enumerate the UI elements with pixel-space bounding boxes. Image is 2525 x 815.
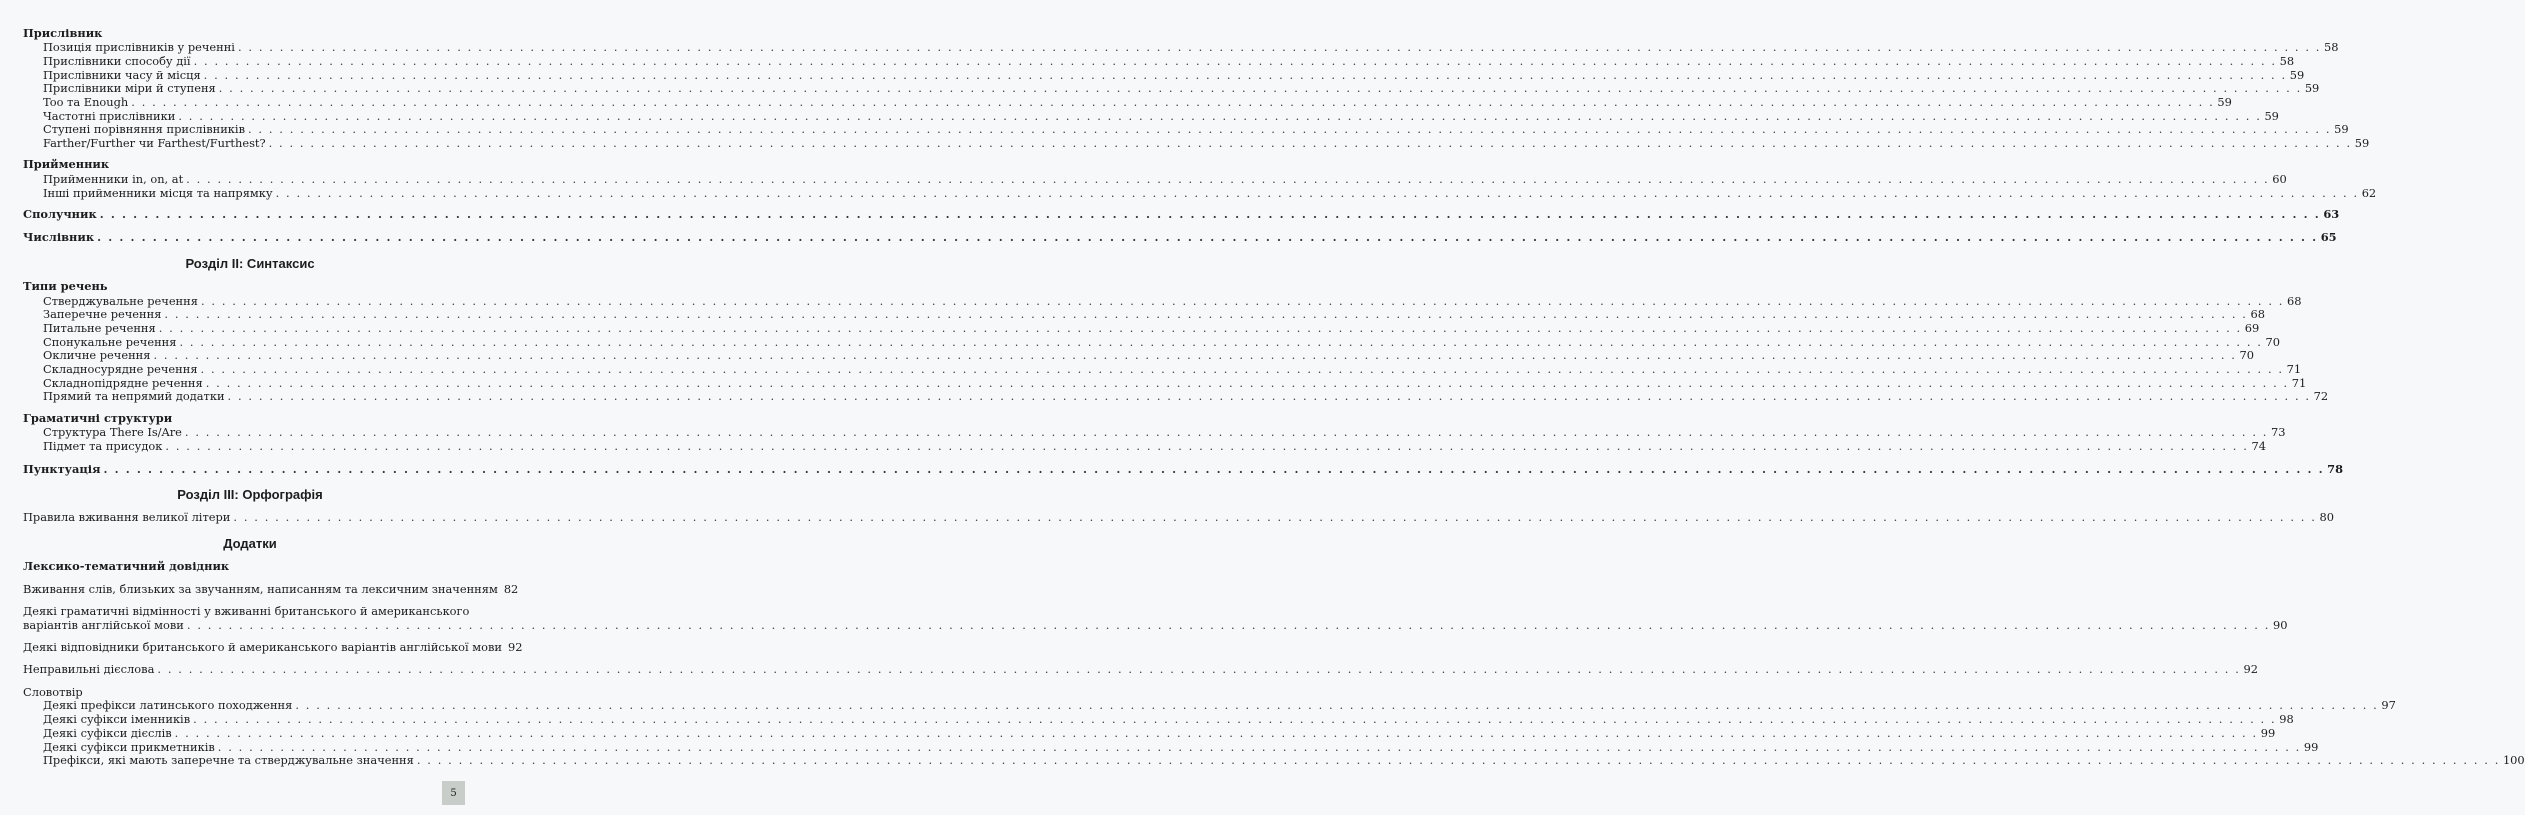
dot-leader: . . . . . . . . . . . . . . . . . . . . . . . . . . . . . . . . . . . . . . . . . . . . . . . . . . . . . . . . . . . . . . . . . . . . . . . . . . . . . . . . . . . . . . . . . . . . . . . . . . . . . . . . . . . . . . . . . . . . . . . . . . . . . . . . . . . . . . . . . . . . . . . . . . . . . . . . . . . . . . . . . . . . . . . . . . . . . . . . . . . . . . . . . . . . . . . . . . . . . . . . (164, 307, 2248, 321)
toc-text: Словотвір (23, 685, 83, 699)
dot-leader: . . . . . . . . . . . . . . . . . . . . . . . . . . . . . . . . . . . . . . . . . . . . . . . . . . . . . . . . . . . . . . . . . . . . . . . . . . . . . . . . . . . . . . . . . . . . . . . . . . . . . . . . . . . . . . . . . . . . . . . . . . . . . . . . . . . . . . . . . . . . . . . . . . . . . . . . . . . . . . . . . . . . . . . . . . . . . . . . . . . . . . . . . . . . . . . . . . . . . . . . (227, 389, 2311, 403)
toc-entry-label: Інші прийменники місця та напрямку (43, 186, 273, 200)
dot-leader: . . . . . . . . . . . . . . . . . . . . . . . . . . . . . . . . . . . . . . . . . . . . . . . . . . . . . . . . . . . . . . . . . . . . . . . . . . . . . . . . . . . . . . . . . . . . . . . . . . . . . . . . . . . . . . . . . . . . . . . . . . . . . . . . . . . . . . . . . . . . . . . . . . . . . . . . . . . . . . . . . . . . . . . . . . . . . . . . . . . . . . . . . . . . . . . . . . . . . . . . (186, 618, 2270, 632)
toc-entry-label: Вживання слів, близьких за звучанням, написанням та лексичним значенням (23, 582, 498, 596)
dot-leader: . . . . . . . . . . . . . . . . . . . . . . . . . . . . . . . . . . . . . . . . . . . . . . . . . . . . . . . . . . . . . . . . . . . . . . . . . . . . . . . . . . . . . . . . . . . . . . . . . . . . . . . . . . . . . . . . . . . . . . . . . . . . . . . . . . . . . . . . . . . . . . . . . . . . . . . . . . . . . . . . . . . . . . . . . . . . . . . . . . . . . . . . . . . . . . . . . . . . . . . . (217, 740, 2301, 754)
section-title: Додатки (223, 536, 277, 551)
toc-entry-page: 99 (2260, 726, 2276, 740)
toc-entry[interactable] (43, 54, 2295, 68)
toc-entry-label: Деякі відповідники британського й американського варіантів англійської мови (23, 640, 502, 654)
toc-entry[interactable] (43, 136, 2370, 150)
toc-entry-page: 71 (2286, 362, 2302, 376)
dot-leader: . . . . . . . . . . . . . . . . . . . . . . . . . . . . . . . . . . . . . . . . . . . . . . . . . . . . . . . . . . . . . . . . . . . . . . . . . . . . . . . . . . . . . . . . . . . . . . . . . . . . . . . . . . . . . . . . . . . . . . . . . . . . . . . . . . . . . . . . . . . . . . . . . . . . . . . . . . . . . . . . . . . . . . . . . . . . . . . . . . . . . . . . . . . . . . . . . . . . . . . . (233, 510, 2317, 524)
toc-entry-label: Прислівники часу й місця (43, 68, 201, 82)
dot-leader: . . . . . . . . . . . . . . . . . . . . . . . . . . . . . . . . . . . . . . . . . . . . . . . . . . . . . . . . . . . . . . . . . . . . . . . . . . . . . . . . . . . . . . . . . . . . . . . . . . . . . . . . . . . . . . . . . . . . . . . . . . . . . . . . . . . . . . . . . . . . . . . . . . . . . . . . . . . . . . . . . . . . . . . . . . . . . . . . . . . . . . . . . . . . . . . . . . . . . . . . (131, 95, 2215, 109)
dot-leader: . . . . . . . . . . . . . . . . . . . . . . . . . . . . . . . . . . . . . . . . . . . . . . . . . . . . . . . . . . . . . . . . . . . . . . . . . . . . . . . . . . . . . . . . . . . . . . . . . . . . . . . . . . . . . . . . . . . . . . . . . . . . . . . . . . . . . . . . . . . . . . . . . . . . . . . . . . . . . . . . . . . . . . . . . . . . . . . . . . . . . . . . . . . . . . . . . . . . . . . . (218, 81, 2302, 95)
toc-entry-page: 59 (2304, 81, 2320, 95)
toc-entry-page: 58 (2279, 54, 2295, 68)
dot-leader: . . . . . . . . . . . . . . . . . . . . . . . . . . . . . . . . . . . . . . . . . . . . . . . . . . . . . . . . . . . . . . . . . . . . . . . . . . . . . . . . . . . . . . . . . . . . . . . . . . . . . . . . . . . . . . . . . . . . . . . . . . . . . . . . . . . . . . . . . . . . . . . . . . . . . . . . . . . . . . . . . . . . . . . . . . . . . . . . . . . . . . . . . . . . . . . . . . . . . . . . (186, 172, 2270, 186)
toc-entry[interactable] (43, 172, 2287, 186)
dot-leader: . . . . . . . . . . . . . . . . . . . . . . . . . . . . . . . . . . . . . . . . . . . . . . . . . . . . . . . . . . . . . . . . . . . . . . . . . . . . . . . . . . . . . . . . . . . . . . . . . . . . . . . . . . . . . . . . . . . . . . . . . . . . . . . . . . . . . . . . . . . . . . . . . . . . . . . . . . . . . . . . . . . . . . . . . . . . . . . . . . . . . . . . . . . . . . . . . . . . . . . . (237, 40, 2322, 54)
toc-entry-label: Ступені порівняння прислівників (43, 122, 245, 136)
toc-entry-label: Частотні прислівники (43, 109, 176, 123)
toc-entry-page: 60 (2272, 172, 2287, 186)
toc-entry-page: 59 (2334, 122, 2349, 136)
dot-leader: . . . . . . . . . . . . . . . . . . . . . . . . . . . . . . . . . . . . . . . . . . . . . . . . . . . . . . . . . . . . . . . . . . . . . . . . . . . . . . . . . . . . . . . . . . . . . . . . . . . . . . . . . . . . . . . . . . . . . . . . . . . . . . . . . . . . . . . . . . . . . . . . . . . . . . . . . . . . . . . . . . . . . . . . . . . . . . . . . . . . . . . . . . . . . . . . . . . . . . . . (97, 230, 2318, 244)
toc-entry-label: Деякі суфікси прикметників (43, 740, 215, 754)
toc-entry-label: Підмет та присудок (43, 439, 163, 453)
toc-entry[interactable] (43, 439, 2266, 453)
dot-leader: . . . . . . . . . . . . . . . . . . . . . . . . . . . . . . . . . . . . . . . . . . . . . . . . . . . . . . . . . . . . . . . . . . . . . . . . . . . . . . . . . . . . . . . . . . . . . . . . . . . . . . . . . . . . . . . . . . . . . . . . . . . . . . . . . . . . . . . . . . . . . . . . . . . . . . . . . . . . . . . . . . . . . . . . . . . . . . . . . . . . . . . . . . . . . . . . . . . . . . . . (193, 712, 2277, 726)
dot-leader: . . . . . . . . . . . . . . . . . . . . . . . . . . . . . . . . . . . . . . . . . . . . . . . . . . . . . . . . . . . . . . . . . . . . . . . . . . . . . . . . . . . . . . . . . . . . . . . . . . . . . . . . . . . . . . . . . . . . . . . . . . . . . . . . . . . . . . . . . . . . . . . . . . . . . . . . . . . . . . . . . . . . . . . . . . . . . . . . . . . . . . . . . . . . . . . . . . . . . . . . (268, 136, 2352, 150)
toc-entry[interactable] (43, 68, 2305, 82)
toc-entry-label: Деякі префікси латинського походження (43, 698, 293, 712)
toc-entry[interactable] (43, 425, 2286, 439)
toc-entry-page: 80 (2319, 510, 2334, 524)
section-title: Розділ II: Синтаксис (185, 256, 315, 271)
toc-entry[interactable] (43, 40, 2339, 54)
toc-entry[interactable] (43, 81, 2320, 95)
dot-leader: . . . . . . . . . . . . . . . . . . . . . . . . . . . . . . . . . . . . . . . . . . . . . . . . . . . . . . . . . . . . . . . . . . . . . . . . . . . . . . . . . . . . . . . . . . . . . . . . . . . . . . . . . . . . . . . . . . . . . . . . . . . . . . . . . . . . . . . . . . . . . . . . . . . . . . . . . . . . . . . . . . . . . . . . . . . . . . . . . . . . . . . . . . . . . . . . . . . . . . . . (153, 348, 2237, 362)
toc-entry[interactable] (23, 510, 2334, 524)
dot-leader: . . . . . . . . . . . . . . . . . . . . . . . . . . . . . . . . . . . . . . . . . . . . . . . . . . . . . . . . . . . . . . . . . . . . . . . . . . . . . . . . . . . . . . . . . . . . . . . . . . . . . . . . . . . . . . . . . . . . . . . . . . . . . . . . . . . . . . . . . . . . . . . . . . . . . . . . . . . . . . . . . . . . . . . . . . . . . . . . . . . . . . . . . . . . . . . . . . . . . . . . (247, 122, 2332, 136)
dot-leader: . . . . . . . . . . . . . . . . . . . . . . . . . . . . . . . . . . . . . . . . . . . . . . . . . . . . . . . . . . . . . . . . . . . . . . . . . . . . . . . . . . . . . . . . . . . . . . . . . . . . . . . . . . . . . . . . . . . . . . . . . . . . . . . . . . . . . . . . . . . . . . . . . . . . . . . . . . . . . . . . . . . . . . . . . . . . . . . . . . . . . . . . . . . . . . . . . . . . . . . . (103, 462, 2325, 476)
toc-entry-label: Farther/Further чи Farthest/Furthest? (43, 136, 266, 150)
page-number-box (442, 781, 465, 805)
dot-leader: . . . . . . . . . . . . . . . . . . . . . . . . . . . . . . . . . . . . . . . . . . . . . . . . . . . . . . . . . . . . . . . . . . . . . . . . . . . . . . . . . . . . . . . . . . . . . . . . . . . . . . . . . . . . . . . . . . . . . . . . . . . . . . . . . . . . . . . . . . . . . . . . . . . . . . . . . . . . . . . . . . . . . . . . . . . . . . . . . . . . . . . . . . . . . . . . . . . . . . . . (200, 294, 2285, 308)
toc-entry-page: 58 (2324, 40, 2339, 54)
toc-entry-page: 82 (503, 582, 519, 596)
toc-entry[interactable] (23, 207, 2340, 221)
toc-entry-page: 70 (2239, 348, 2255, 362)
toc-entry[interactable] (43, 294, 2302, 308)
toc-entry[interactable] (23, 230, 2337, 244)
toc-entry-page: 78 (2327, 462, 2344, 476)
dot-leader: . . . . . . . . . . . . . . . . . . . . . . . . . . . . . . . . . . . . . . . . . . . . . . . . . . . . . . . . . . . . . . . . . . . . . . . . . . . . . . . . . . . . . . . . . . . . . . . . . . . . . . . . . . . . . . . . . . . . . . . . . . . . . . . . . . . . . . . . . . . . . . . . . . . . . . . . . . . . . . . . . . . . . . . . . . . . . . . . . . . . . . . . . . . . . . . . . . . . . . . . (416, 753, 2500, 767)
toc-entry-label: Префікси, які мають заперечне та стверджувальне значення (43, 753, 414, 767)
toc-entry[interactable] (43, 740, 2319, 754)
toc-heading: Прийменник (23, 157, 110, 171)
toc-entry-label: Складнопідрядне речення (43, 376, 203, 390)
dot-leader: . . . . . . . . . . . . . . . . . . . . . . . . . . . . . . . . . . . . . . . . . . . . . . . . . . . . . . . . . . . . . . . . . . . . . . . . . . . . . . . . . . . . . . . . . . . . . . . . . . . . . . . . . . . . . . . . . . . . . . . . . . . . . . . . . . . . . . . . . . . . . . . . . . . . . . . . . . . . . . . . . . . . . . . . . . . . . . . . . . . . . . . . . . . . . . . . . . . . . . . . (205, 376, 2289, 390)
toc-entry-label: Деякі суфікси дієслів (43, 726, 172, 740)
page-number: 5 (450, 787, 457, 799)
toc-entry-page: 59 (2354, 136, 2370, 150)
toc-entry-page: 92 (2243, 662, 2258, 676)
toc-entry[interactable] (23, 640, 523, 654)
toc-entry[interactable] (43, 712, 2294, 726)
toc-entry[interactable] (23, 618, 2288, 632)
toc-entry[interactable] (23, 662, 2258, 676)
toc-entry[interactable] (43, 186, 2377, 200)
toc-entry[interactable] (43, 726, 2276, 740)
toc-heading: Лексико-тематичний довідник (23, 559, 230, 573)
toc-entry-page: 70 (2265, 335, 2281, 349)
dot-leader: . . . . . . . . . . . . . . . . . . . . . . . . . . . . . . . . . . . . . . . . . . . . . . . . . . . . . . . . . . . . . . . . . . . . . . . . . . . . . . . . . . . . . . . . . . . . . . . . . . . . . . . . . . . . . . . . . . . . . . . . . . . . . . . . . . . . . . . . . . . . . . . . . . . . . . . . . . . . . . . . . . . . . . . . . . . . . . . . . . . . . . . . . . . . . . . . . . . . . . . . (200, 362, 2284, 376)
toc-entry-label: Заперечне речення (43, 307, 162, 321)
toc-entry[interactable] (43, 109, 2279, 123)
toc-entry-page: 62 (2361, 186, 2377, 200)
toc-entry[interactable] (43, 389, 2329, 403)
toc-entry-label: Сполучник (23, 207, 97, 221)
toc-heading: Типи речень (23, 279, 108, 293)
toc-heading: Граматичні структури (23, 411, 173, 425)
toc-entry-page: 68 (2250, 307, 2266, 321)
toc-entry-page: 72 (2313, 389, 2329, 403)
toc-entry-label: Правила вживання великої літери (23, 510, 231, 524)
toc-entry[interactable] (43, 122, 2349, 136)
toc-entry[interactable] (43, 321, 2260, 335)
toc-entry[interactable] (23, 462, 2344, 476)
toc-entry-label: Прийменники in, on, at (43, 172, 184, 186)
toc-entry-page: 74 (2251, 439, 2266, 453)
toc-text: Деякі граматичні відмінності у вживанні британського й американського (23, 604, 470, 618)
toc-entry-page: 90 (2272, 618, 2288, 632)
toc-entry-label: Too та Enough (43, 95, 129, 109)
toc-entry-label: Питальне речення (43, 321, 156, 335)
toc-entry-page: 68 (2287, 294, 2302, 308)
toc-entry-label: Позиція прислівників у реченні (43, 40, 235, 54)
toc-entry-label: Структура There Is/Are (43, 425, 182, 439)
toc-entry-page: 59 (2217, 95, 2232, 109)
toc-entry[interactable] (43, 95, 2232, 109)
toc-entry[interactable] (43, 335, 2281, 349)
toc-entry-page: 71 (2291, 376, 2307, 390)
dot-leader: . . . . . . . . . . . . . . . . . . . . . . . . . . . . . . . . . . . . . . . . . . . . . . . . . . . . . . . . . . . . . . . . . . . . . . . . . . . . . . . . . . . . . . . . . . . . . . . . . . . . . . . . . . . . . . . . . . . . . . . . . . . . . . . . . . . . . . . . . . . . . . . . . . . . . . . . . . . . . . . . . . . . . . . . . . . . . . . . . . . . . . . . . . . . . . . . . . . . . . . . (295, 698, 2379, 712)
toc-entry[interactable] (43, 362, 2302, 376)
toc-entry-page: 73 (2271, 425, 2286, 439)
dot-leader: . . . . . . . . . . . . . . . . . . . . . . . . . . . . . . . . . . . . . . . . . . . . . . . . . . . . . . . . . . . . . . . . . . . . . . . . . . . . . . . . . . . . . . . . . . . . . . . . . . . . . . . . . . . . . . . . . . . . . . . . . . . . . . . . . . . . . . . . . . . . . . . . . . . . . . . . . . . . . . . . . . . . . . . . . . . . . . . . . . . . . . . . . . . . . . . . . . . . . . . . (165, 439, 2249, 453)
dot-leader: . . . . . . . . . . . . . . . . . . . . . . . . . . . . . . . . . . . . . . . . . . . . . . . . . . . . . . . . . . . . . . . . . . . . . . . . . . . . . . . . . . . . . . . . . . . . . . . . . . . . . . . . . . . . . . . . . . . . . . . . . . . . . . . . . . . . . . . . . . . . . . . . . . . . . . . . . . . . . . . . . . . . . . . . . . . . . . . . . . . . . . . . . . . . . . . . . . . . . . . . (157, 662, 2241, 676)
toc-entry-page: 97 (2381, 698, 2396, 712)
toc-entry-page: 100 (2502, 753, 2525, 767)
toc-entry-page: 65 (2320, 230, 2337, 244)
dot-leader: . . . . . . . . . . . . . . . . . . . . . . . . . . . . . . . . . . . . . . . . . . . . . . . . . . . . . . . . . . . . . . . . . . . . . . . . . . . . . . . . . . . . . . . . . . . . . . . . . . . . . . . . . . . . . . . . . . . . . . . . . . . . . . . . . . . . . . . . . . . . . . . . . . . . . . . . . . . . . . . . . . . . . . . . . . . . . . . . . . . . . . . . . . . . . . . . . . . . . . . . (184, 425, 2269, 439)
dot-leader: . . . . . . . . . . . . . . . . . . . . . . . . . . . . . . . . . . . . . . . . . . . . . . . . . . . . . . . . . . . . . . . . . . . . . . . . . . . . . . . . . . . . . . . . . . . . . . . . . . . . . . . . . . . . . . . . . . . . . . . . . . . . . . . . . . . . . . . . . . . . . . . . . . . . . . . . . . . . . . . . . . . . . . . . . . . . . . . . . . . . . . . . . . . . . . . . . . . . . . . . (193, 54, 2277, 68)
toc-entry[interactable] (43, 348, 2255, 362)
section-title: Розділ III: Орфографія (177, 487, 323, 502)
toc-entry[interactable] (43, 376, 2307, 390)
toc-entry-label: Спонукальне речення (43, 335, 177, 349)
toc-entry-page: 63 (2323, 207, 2340, 221)
toc-entry-label: Прислівники міри й ступеня (43, 81, 216, 95)
toc-entry[interactable] (23, 582, 519, 596)
toc-entry-page: 59 (2264, 109, 2279, 123)
toc-entry-label: Числівник (23, 230, 95, 244)
toc-entry-label: Неправильні дієслова (23, 662, 155, 676)
toc-entry-label: Стверджувальне речення (43, 294, 198, 308)
toc-heading: Прислівник (23, 26, 103, 40)
toc-entry[interactable] (43, 753, 2525, 767)
toc-entry-label: Складносурядне речення (43, 362, 198, 376)
toc-entry-label: Деякі суфікси іменників (43, 712, 191, 726)
toc-entry-page: 92 (507, 640, 523, 654)
dot-leader: . . . . . . . . . . . . . . . . . . . . . . . . . . . . . . . . . . . . . . . . . . . . . . . . . . . . . . . . . . . . . . . . . . . . . . . . . . . . . . . . . . . . . . . . . . . . . . . . . . . . . . . . . . . . . . . . . . . . . . . . . . . . . . . . . . . . . . . . . . . . . . . . . . . . . . . . . . . . . . . . . . . . . . . . . . . . . . . . . . . . . . . . . . . . . . . . . . . . . . . . (174, 726, 2258, 740)
dot-leader: . . . . . . . . . . . . . . . . . . . . . . . . . . . . . . . . . . . . . . . . . . . . . . . . . . . . . . . . . . . . . . . . . . . . . . . . . . . . . . . . . . . . . . . . . . . . . . . . . . . . . . . . . . . . . . . . . . . . . . . . . . . . . . . . . . . . . . . . . . . . . . . . . . . . . . . . . . . . . . . . . . . . . . . . . . . . . . . . . . . . . . . . . . . . . . . . . . . . . . . . (158, 321, 2242, 335)
toc-entry-label: варіантів англійської мови (23, 618, 184, 632)
toc-entry-label: Окличне речення (43, 348, 151, 362)
dot-leader: . . . . . . . . . . . . . . . . . . . . . . . . . . . . . . . . . . . . . . . . . . . . . . . . . . . . . . . . . . . . . . . . . . . . . . . . . . . . . . . . . . . . . . . . . . . . . . . . . . . . . . . . . . . . . . . . . . . . . . . . . . . . . . . . . . . . . . . . . . . . . . . . . . . . . . . . . . . . . . . . . . . . . . . . . . . . . . . . . . . . . . . . . . . . . . . . . . . . . . . . (99, 207, 2321, 221)
toc-entry[interactable] (43, 307, 2266, 321)
toc-entry-page: 59 (2289, 68, 2305, 82)
dot-leader: . . . . . . . . . . . . . . . . . . . . . . . . . . . . . . . . . . . . . . . . . . . . . . . . . . . . . . . . . . . . . . . . . . . . . . . . . . . . . . . . . . . . . . . . . . . . . . . . . . . . . . . . . . . . . . . . . . . . . . . . . . . . . . . . . . . . . . . . . . . . . . . . . . . . . . . . . . . . . . . . . . . . . . . . . . . . . . . . . . . . . . . . . . . . . . . . . . . . . . . . (178, 109, 2262, 123)
toc-entry-label: Пунктуація (23, 462, 101, 476)
toc-entry-page: 69 (2244, 321, 2260, 335)
dot-leader: . . . . . . . . . . . . . . . . . . . . . . . . . . . . . . . . . . . . . . . . . . . . . . . . . . . . . . . . . . . . . . . . . . . . . . . . . . . . . . . . . . . . . . . . . . . . . . . . . . . . . . . . . . . . . . . . . . . . . . . . . . . . . . . . . . . . . . . . . . . . . . . . . . . . . . . . . . . . . . . . . . . . . . . . . . . . . . . . . . . . . . . . . . . . . . . . . . . . . . . . (203, 68, 2287, 82)
dot-leader: . . . . . . . . . . . . . . . . . . . . . . . . . . . . . . . . . . . . . . . . . . . . . . . . . . . . . . . . . . . . . . . . . . . . . . . . . . . . . . . . . . . . . . . . . . . . . . . . . . . . . . . . . . . . . . . . . . . . . . . . . . . . . . . . . . . . . . . . . . . . . . . . . . . . . . . . . . . . . . . . . . . . . . . . . . . . . . . . . . . . . . . . . . . . . . . . . . . . . . . . (179, 335, 2263, 349)
toc-entry-page: 99 (2303, 740, 2319, 754)
toc-entry-page: 98 (2279, 712, 2294, 726)
toc-entry-label: Прислівники способу дії (43, 54, 191, 68)
toc-entry-label: Прямий та непрямий додатки (43, 389, 225, 403)
dot-leader: . . . . . . . . . . . . . . . . . . . . . . . . . . . . . . . . . . . . . . . . . . . . . . . . . . . . . . . . . . . . . . . . . . . . . . . . . . . . . . . . . . . . . . . . . . . . . . . . . . . . . . . . . . . . . . . . . . . . . . . . . . . . . . . . . . . . . . . . . . . . . . . . . . . . . . . . . . . . . . . . . . . . . . . . . . . . . . . . . . . . . . . . . . . . . . . . . . . . . . . . (275, 186, 2359, 200)
toc-entry[interactable] (43, 698, 2396, 712)
